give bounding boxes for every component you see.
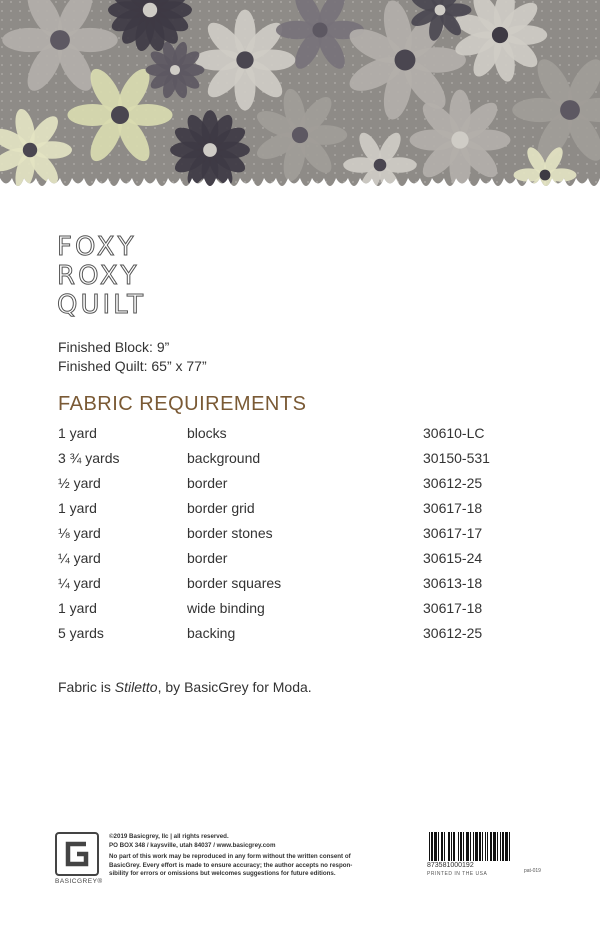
basicgrey-logo-mark-icon xyxy=(55,832,99,876)
logo-text: BASICGREY® xyxy=(55,878,103,885)
requirement-row xyxy=(58,600,548,625)
requirement-sku: 30612-25 xyxy=(423,625,483,641)
requirement-sku: 30617-18 xyxy=(423,500,483,516)
fabric-collection-name: Stiletto xyxy=(114,679,158,695)
address-line: PO BOX 348 / kaysville, utah 84037 / www.basicgrey.com xyxy=(109,841,276,849)
requirement-sku: 30150-531 xyxy=(423,450,490,466)
printed-in-usa: PRINTED IN THE USA xyxy=(427,871,488,877)
requirement-quantity: 3 ¾ yards xyxy=(58,450,120,466)
requirement-row xyxy=(58,625,548,650)
requirement-quantity: ¼ yard xyxy=(58,550,101,566)
requirement-row xyxy=(58,500,548,525)
fabric-note xyxy=(58,679,312,695)
requirement-use: background xyxy=(187,450,261,466)
requirement-row xyxy=(58,525,548,550)
requirement-quantity: 1 yard xyxy=(58,425,97,441)
pattern-title xyxy=(57,233,146,320)
title-line-2: ROXY xyxy=(57,261,140,291)
fabric-flower-icon xyxy=(410,90,511,191)
floral-fabric-banner xyxy=(0,0,600,195)
requirement-use: border xyxy=(187,475,228,491)
requirement-use: border squares xyxy=(187,575,282,591)
requirement-use: border stones xyxy=(187,525,273,541)
requirement-row xyxy=(58,575,548,600)
requirement-quantity: ¼ yard xyxy=(58,575,101,591)
copyright-line: ©2019 Basicgrey, llc | all rights reserved. xyxy=(109,833,229,840)
requirement-sku: 30610-LC xyxy=(423,425,485,441)
barcode-bars-icon xyxy=(427,832,543,861)
requirement-use: blocks xyxy=(187,425,227,441)
fabric-note-prefix: Fabric is xyxy=(58,679,115,695)
title-line-3: QUILT xyxy=(57,290,146,320)
requirement-quantity: 1 yard xyxy=(58,500,97,516)
requirement-sku: 30617-18 xyxy=(423,600,483,616)
legal-info xyxy=(109,833,419,879)
fabric-note-suffix: , by BasicGrey for Moda. xyxy=(157,679,312,695)
requirement-sku: 30617-17 xyxy=(423,525,483,541)
finished-quilt: Finished Quilt: 65” x 77” xyxy=(58,358,207,374)
requirement-quantity: 1 yard xyxy=(58,600,97,616)
legal-line: BasicGrey. Every effort is made to ensure accuracy; the author accepts no respon- xyxy=(109,861,353,869)
requirement-row xyxy=(58,475,548,500)
requirement-use: wide binding xyxy=(187,600,265,616)
requirement-quantity: ⅛ yard xyxy=(58,525,101,541)
legal-line: No part of this work may be reproduced in any form without the written consent of xyxy=(109,853,351,861)
requirement-quantity: ½ yard xyxy=(58,475,101,491)
requirement-sku: 30612-25 xyxy=(423,475,483,491)
basicgrey-logo xyxy=(55,832,103,885)
requirement-row xyxy=(58,450,548,475)
fabric-requirements-heading: FABRIC REQUIREMENTS xyxy=(58,393,307,415)
pattern-code: pat-019 xyxy=(524,868,541,874)
fabric-requirements-table xyxy=(58,425,548,650)
requirement-sku: 30613-18 xyxy=(423,575,483,591)
barcode-number: 873581000192 xyxy=(427,862,474,869)
requirement-row xyxy=(58,550,548,575)
requirement-use: border grid xyxy=(187,500,255,516)
requirement-use: border xyxy=(187,550,228,566)
requirement-use: backing xyxy=(187,625,236,641)
finished-block: Finished Block: 9” xyxy=(58,339,170,355)
requirement-quantity: 5 yards xyxy=(58,625,104,641)
finished-sizes xyxy=(58,338,207,376)
legal-line: sibility for errors or omissions but welcomes suggestions for future editions. xyxy=(109,870,336,878)
requirement-sku: 30615-24 xyxy=(423,550,483,566)
requirement-row xyxy=(58,425,548,450)
title-line-1: FOXY xyxy=(57,232,137,262)
